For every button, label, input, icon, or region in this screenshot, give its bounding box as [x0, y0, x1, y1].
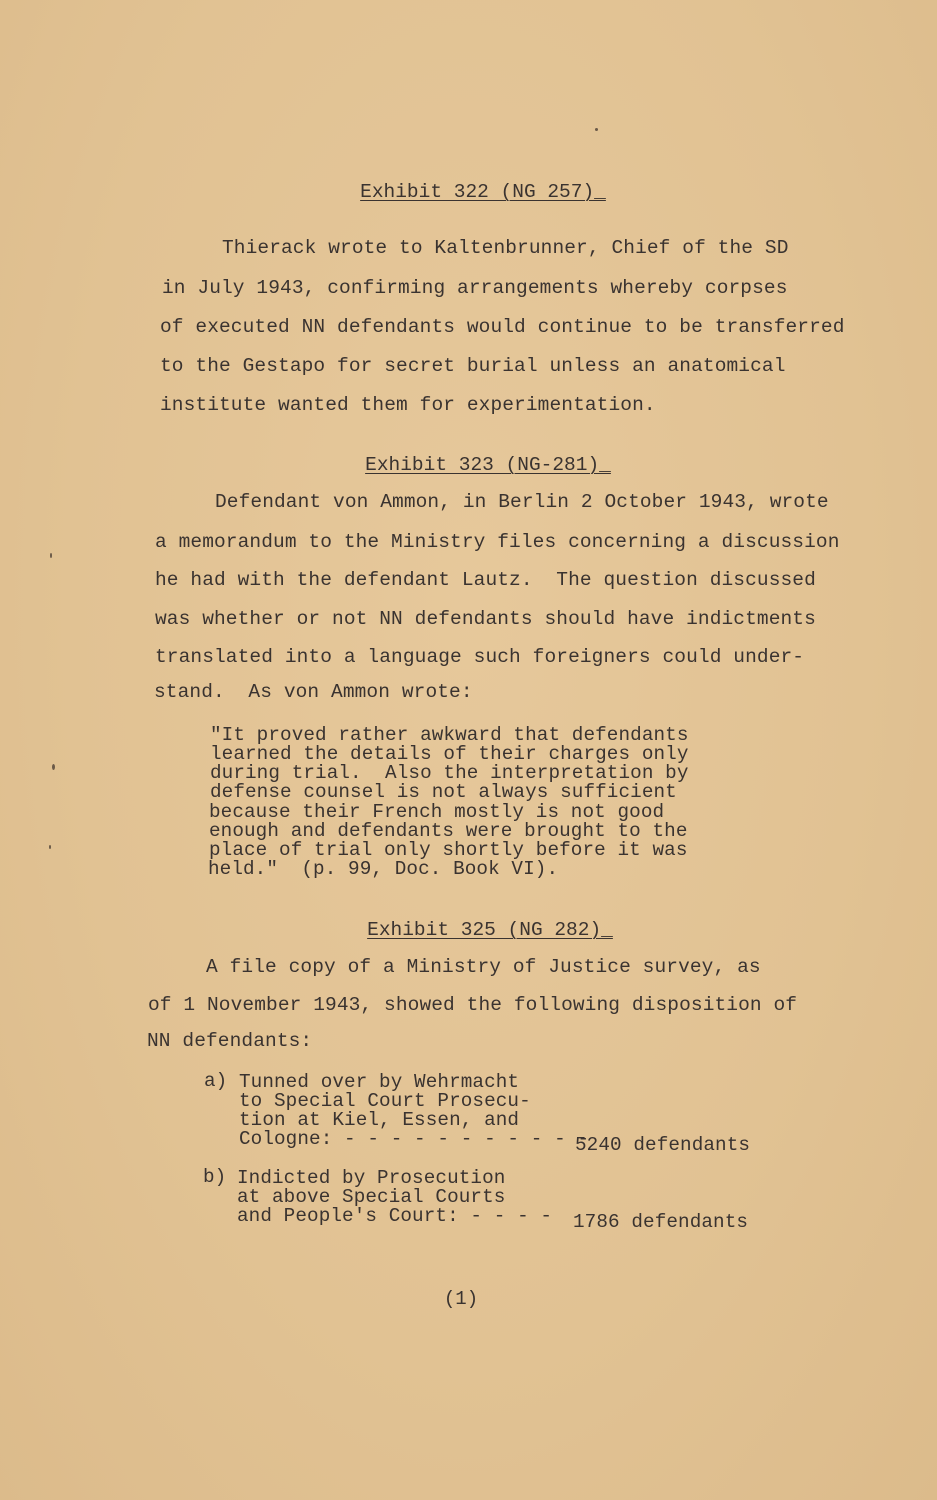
quote-line: place of trial only shortly before it was: [209, 839, 688, 861]
paragraph-line: a memorandum to the Ministry files concerning a discussion: [155, 531, 840, 553]
paragraph-line: stand. As von Ammon wrote:: [154, 681, 473, 703]
paragraph-line: Defendant von Ammon, in Berlin 2 October 1943, wrote: [215, 491, 829, 513]
paragraph-line: of 1 November 1943, showed the following disposition of: [148, 994, 798, 1016]
page-number: (1): [443, 1288, 479, 1310]
item-line: tion at Kiel, Essen, and: [239, 1109, 520, 1131]
exhibit-323-heading: Exhibit 323 (NG-281)_: [365, 454, 611, 476]
paragraph-line: institute wanted them for experimentation.: [160, 394, 656, 416]
quote-line: held." (p. 99, Doc. Book VI).: [208, 858, 559, 880]
paragraph-line: Thierack wrote to Kaltenbrunner, Chief of the SD: [222, 237, 789, 259]
quote-line: during trial. Also the interpretation by: [210, 762, 689, 784]
paper-speck: [49, 845, 51, 849]
paragraph-line: A file copy of a Ministry of Justice survey, as: [206, 956, 761, 978]
item-line: Cologne: - - - - - - - - - - -: [239, 1128, 590, 1150]
paragraph-line: he had with the defendant Lautz. The question discussed: [155, 569, 816, 591]
item-label: b): [203, 1166, 227, 1188]
paper-speck: [595, 128, 598, 131]
paragraph-line: of executed NN defendants would continue to be transferred: [160, 316, 845, 338]
quote-line: defense counsel is not always sufficient: [210, 781, 677, 803]
item-line: and People's Court: - - - -: [237, 1205, 553, 1227]
quote-line: because their French mostly is not good: [209, 801, 665, 823]
exhibit-325-heading: Exhibit 325 (NG 282)_: [367, 919, 613, 941]
paragraph-line: was whether or not NN defendants should have indictments: [155, 608, 816, 630]
quote-line: enough and defendants were brought to the: [209, 820, 688, 842]
item-line: Indicted by Prosecution: [237, 1167, 506, 1189]
paragraph-line: translated into a language such foreigners could under-: [155, 646, 805, 668]
item-line: at above Special Courts: [237, 1186, 506, 1208]
item-amount: 5240 defendants: [575, 1134, 751, 1156]
item-line: Tunned over by Wehrmacht: [239, 1071, 520, 1093]
paragraph-line: NN defendants:: [147, 1030, 313, 1052]
item-amount: 1786 defendants: [573, 1211, 749, 1233]
exhibit-322-heading: Exhibit 322 (NG 257)_: [360, 181, 606, 203]
paragraph-line: in July 1943, confirming arrangements whereby corpses: [162, 277, 788, 299]
paper-speck: [52, 764, 55, 770]
paper-speck: [50, 553, 52, 558]
item-line: to Special Court Prosecu-: [239, 1090, 531, 1112]
quote-line: learned the details of their charges only: [210, 743, 689, 765]
quote-line: "It proved rather awkward that defendants: [210, 724, 689, 746]
item-label: a): [204, 1070, 228, 1092]
paragraph-line: to the Gestapo for secret burial unless an anatomical: [160, 355, 786, 377]
